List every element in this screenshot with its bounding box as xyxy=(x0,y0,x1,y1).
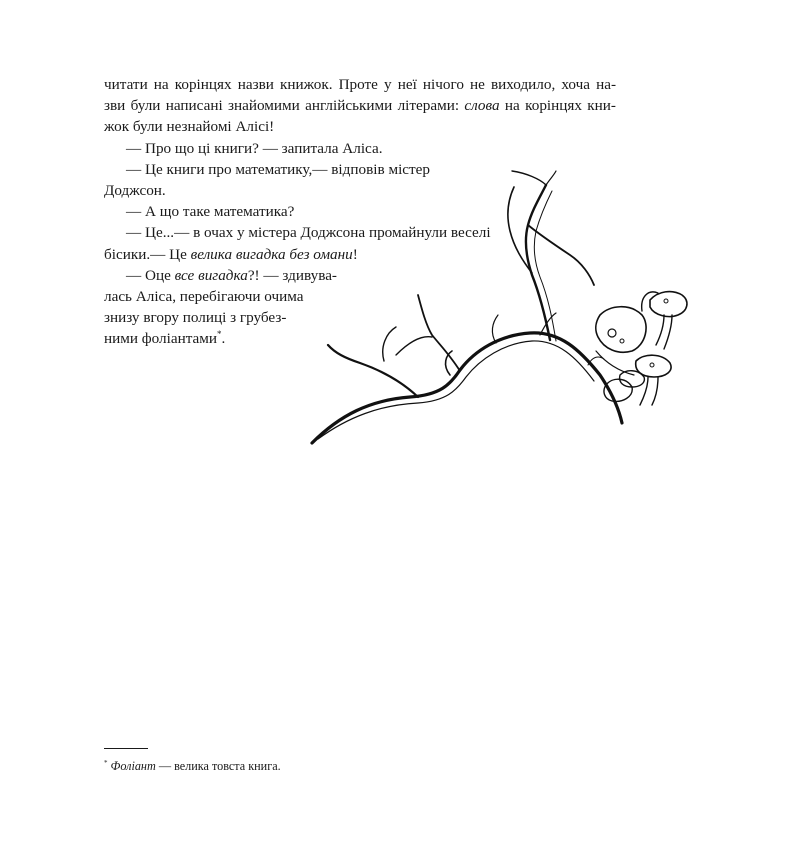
footnote-term: Фоліант xyxy=(110,759,156,773)
text-line: лась Аліса, перебігаючи очима xyxy=(104,287,304,305)
dialogue-line: — Це книги про математику,— відповів містер xyxy=(126,160,430,178)
footnote xyxy=(104,758,281,774)
italic-phrase: велика вигадка без омани xyxy=(190,245,353,263)
text-line: жок були незнайомі Алісі! xyxy=(104,118,275,136)
text-fragment: бісики.— Це xyxy=(104,245,191,263)
footnote-divider xyxy=(104,748,148,749)
text-fragment: . xyxy=(221,330,226,348)
footnote-marker: * xyxy=(104,758,108,767)
text-fragment: на корінцях кни- xyxy=(499,97,616,115)
text-fragment: — Оце xyxy=(126,266,175,284)
text-fragment: зви були написані знайомими англійськими літерами: xyxy=(104,97,465,115)
branch-with-mushrooms-illustration xyxy=(300,165,700,455)
dialogue-line: — Про що ці книги? — запитала Аліса. xyxy=(126,139,383,157)
text-fragment: ! xyxy=(352,245,358,263)
italic-phrase: все вигадка xyxy=(174,266,248,284)
text-fragment: ?! — здивува- xyxy=(247,266,337,284)
dialogue-line: — А що таке математика? xyxy=(126,203,295,221)
italic-word: слова xyxy=(464,97,500,115)
footnote-definition: — велика товста книга. xyxy=(155,759,281,773)
dialogue-line: — Це...— в очах у містера Доджсона промайнули веселі xyxy=(126,224,491,242)
text-line: читати на корінцях назви книжок. Проте у неї нічого не виходило, хоча на- xyxy=(104,76,616,93)
text-line: знизу вгору полиці з грубез- xyxy=(104,309,287,327)
text-line xyxy=(104,95,616,116)
text-line: Доджсон. xyxy=(104,181,166,199)
text-fragment: ними фоліантами xyxy=(104,330,217,348)
footnote-marker: * xyxy=(217,329,222,340)
